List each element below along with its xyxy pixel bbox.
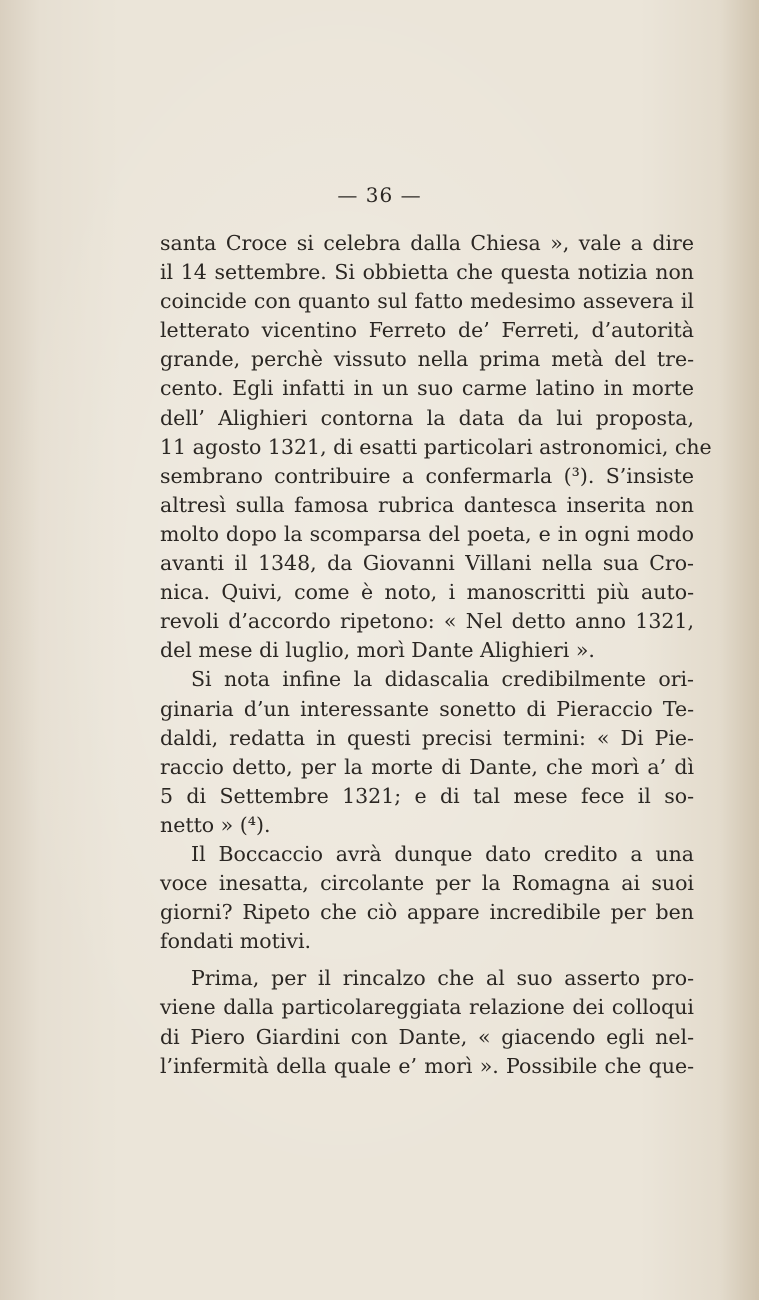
text-line: cento. Egli infatti in un suo carme latino in morte [160,376,694,401]
body-text [160,229,712,1081]
text-line: letterato vicentino Ferreto de’ Ferreti, d’autorità [160,318,694,343]
page-number: — 36 — [337,183,422,207]
text-line: daldi, redatta in questi precisi termini: « Di Pie- [160,725,694,750]
text-line: santa Croce si celebra dalla Chiesa », vale a dire [160,231,694,255]
text-line: altresì sulla famosa rubrica dantesca inserita non [160,492,694,517]
text-line: Il Boccaccio avrà dunque dato credito a una [191,841,694,866]
text-line: giorni? Ripeto che ciò appare incredibile per ben [160,900,694,925]
text-line: grande, perchè vissuto nella prima metà del tre- [160,347,694,372]
text-line: molto dopo la scomparsa del poeta, e in ogni modo [160,521,694,546]
text-line: di Piero Giardini con Dante, « giacendo egli nel- [160,1024,694,1049]
text-line: sembrano contribuire a confermarla (³). S’insiste [160,463,694,488]
text-line: 11 agosto 1321, di esatti particolari astronomici, che [160,434,712,459]
text-line: Si nota infine la didascalia credibilmente ori- [191,667,694,692]
text-line: ginaria d’un interessante sonetto di Pieraccio Te- [160,696,694,721]
text-line: viene dalla particolareggiata relazione dei colloqui [160,995,694,1020]
text-line: revoli d’accordo ripetono: « Nel detto anno 1321, [160,609,694,634]
text-line: nica. Quivi, come è noto, i manoscritti più auto- [160,580,694,605]
text-line: il 14 settembre. Si obbietta che questa notizia non [160,260,694,285]
text-line: raccio detto, per la morte di Dante, che morì a’ dì [160,754,694,779]
text-line: del mese di luglio, morì Dante Alighieri ». [160,638,595,663]
text-line: voce inesatta, circolante per la Romagna ai suoi [160,871,694,896]
text-line: coincide con quanto sul fatto medesimo assevera il [160,289,694,314]
text-line: 5 di Settembre 1321; e di tal mese fece il so- [160,783,694,808]
text-line: avanti il 1348, da Giovanni Villani nella sua Cro- [160,551,694,576]
text-line: fondati motivi. [160,929,312,954]
text-line: Prima, per il rincalzo che al suo asserto pro- [191,966,694,991]
text-line: l’infermità della quale e’ morì ». Possibile che que- [160,1053,694,1078]
text-line: dell’ Alighieri contorna la data da lui proposta, [160,405,694,430]
text-line: netto » (⁴). [160,812,271,837]
